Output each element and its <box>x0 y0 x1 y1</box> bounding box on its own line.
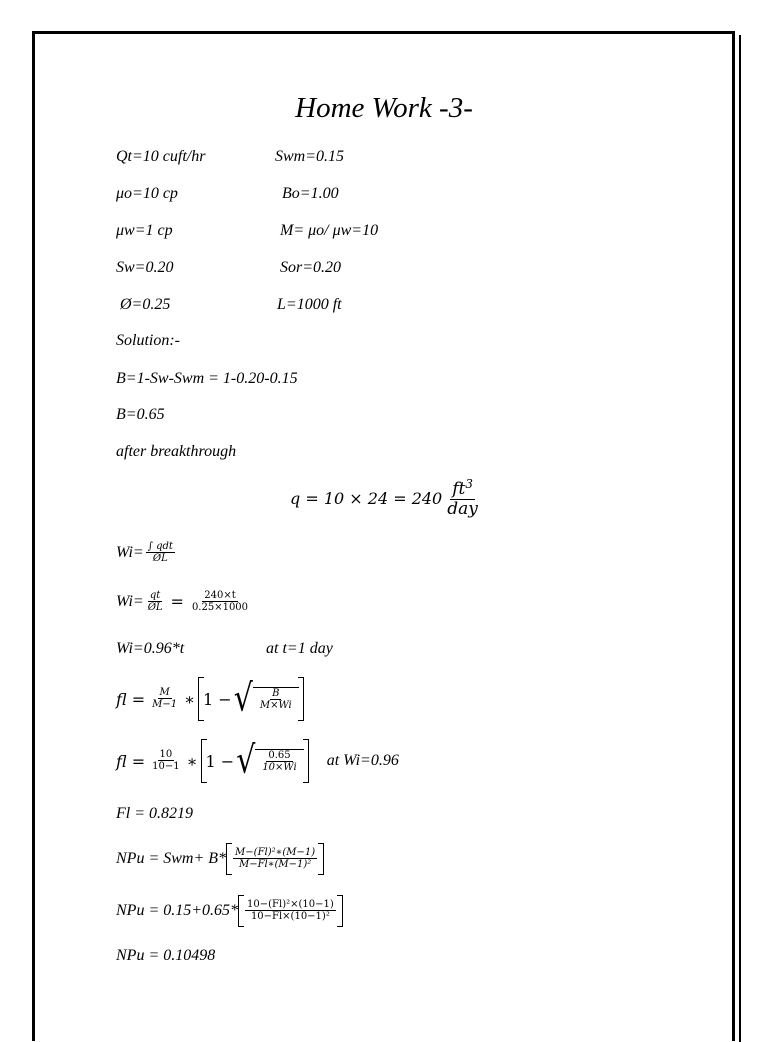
q-equation-exp: 3 <box>465 477 473 491</box>
wi-sub-den1: ØL <box>147 602 163 613</box>
npu-general-lhs: NPu = Swm+ B* <box>116 850 227 867</box>
q-equation-num: ft <box>452 478 466 499</box>
fl-numeric-rden: 10×Wi <box>262 761 297 773</box>
sqrt-symbol-icon: √ <box>236 738 256 783</box>
fl-general-mult: ∗ <box>184 689 196 709</box>
b-value: B=0.65 <box>116 406 165 423</box>
wi-result: Wi=0.96*t <box>116 640 185 657</box>
b-equation: B=1-Sw-Swm = 1-0.20-0.15 <box>116 370 298 387</box>
npu-numeric-bracket <box>238 895 343 927</box>
given-porosity: Ø=0.25 <box>120 296 171 313</box>
wi-integral-num: ∫ qdt <box>147 541 173 552</box>
after-breakthrough-label: after breakthrough <box>116 443 237 460</box>
fl-numeric-one: 1 − <box>205 751 235 771</box>
fl-numeric-mult: ∗ <box>186 751 198 771</box>
fl-general-rden: M×Wi <box>259 699 292 711</box>
npu-value: NPu = 0.10498 <box>116 947 216 964</box>
given-bo: Bo=1.00 <box>282 185 339 202</box>
given-muw: μw=1 cp <box>116 222 173 239</box>
given-m: M= μo/ μw=10 <box>280 222 379 239</box>
fl-general-den: M−1 <box>152 699 178 711</box>
fl-general-one: 1 − <box>203 689 232 709</box>
wi-integral-lhs: Wi= <box>116 543 144 561</box>
fl-numeric-equation <box>116 739 399 783</box>
given-muo: μo=10 cp <box>116 185 178 202</box>
wi-sub-den2: 0.25×1000 <box>191 602 249 613</box>
fl-numeric-note: at Wi=0.96 <box>326 752 399 769</box>
fl-numeric-lhs: fl = <box>116 751 146 771</box>
q-equation-den: day <box>447 498 478 519</box>
npu-numeric-den: 10−Fl×(10−1)² <box>250 911 330 923</box>
fl-general-equation <box>116 677 304 721</box>
npu-general-bracket <box>226 843 324 875</box>
wi-sub-num1: qt <box>149 590 161 601</box>
q-equation <box>290 478 482 519</box>
wi-sub-lhs: Wi= <box>116 592 144 610</box>
fl-numeric-num: 10 <box>159 749 173 761</box>
solution-label: Solution:- <box>116 332 180 349</box>
npu-general-equation <box>116 843 324 875</box>
npu-general-den: M−Fl∗(M−1)² <box>238 859 312 871</box>
sqrt-symbol-icon: √ <box>233 676 253 721</box>
q-equation-lhs: q = 10 × 24 = 240 <box>290 489 443 509</box>
fl-numeric-bracket <box>201 739 309 783</box>
fl-general-lhs: fl = <box>116 689 146 709</box>
given-sor: Sor=0.20 <box>280 259 342 276</box>
fl-general-rnum: B <box>272 687 280 699</box>
npu-numeric-lhs: NPu = 0.15+0.65* <box>116 902 239 919</box>
fl-general-num: M <box>159 687 170 699</box>
page-border-double-line <box>739 35 741 1042</box>
page-border <box>32 31 735 1041</box>
npu-numeric-equation <box>116 895 343 927</box>
wi-sub-num2: 240×t <box>204 590 236 601</box>
fl-numeric-rnum: 0.65 <box>268 749 291 761</box>
wi-integral-den: ØL <box>152 553 168 564</box>
fl-value: Fl = 0.8219 <box>116 805 194 822</box>
page-title: Home Work -3- <box>295 92 473 124</box>
wi-sub-equals: = <box>170 592 184 612</box>
wi-substitution-equation <box>116 590 252 614</box>
npu-numeric-num: 10−(Fl)²×(10−1) <box>247 899 334 911</box>
given-swm: Swm=0.15 <box>275 148 345 165</box>
npu-general-num: M−(Fl)²∗(M−1) <box>235 847 316 859</box>
fl-numeric-den: 10−1 <box>152 761 180 773</box>
wi-integral-equation <box>116 541 177 565</box>
given-sw: Sw=0.20 <box>116 259 174 276</box>
given-length: L=1000 ft <box>277 296 342 313</box>
fl-general-bracket <box>198 677 304 721</box>
given-qt: Qt=10 cuft/hr <box>116 148 206 165</box>
wi-time-note: at t=1 day <box>266 640 333 657</box>
